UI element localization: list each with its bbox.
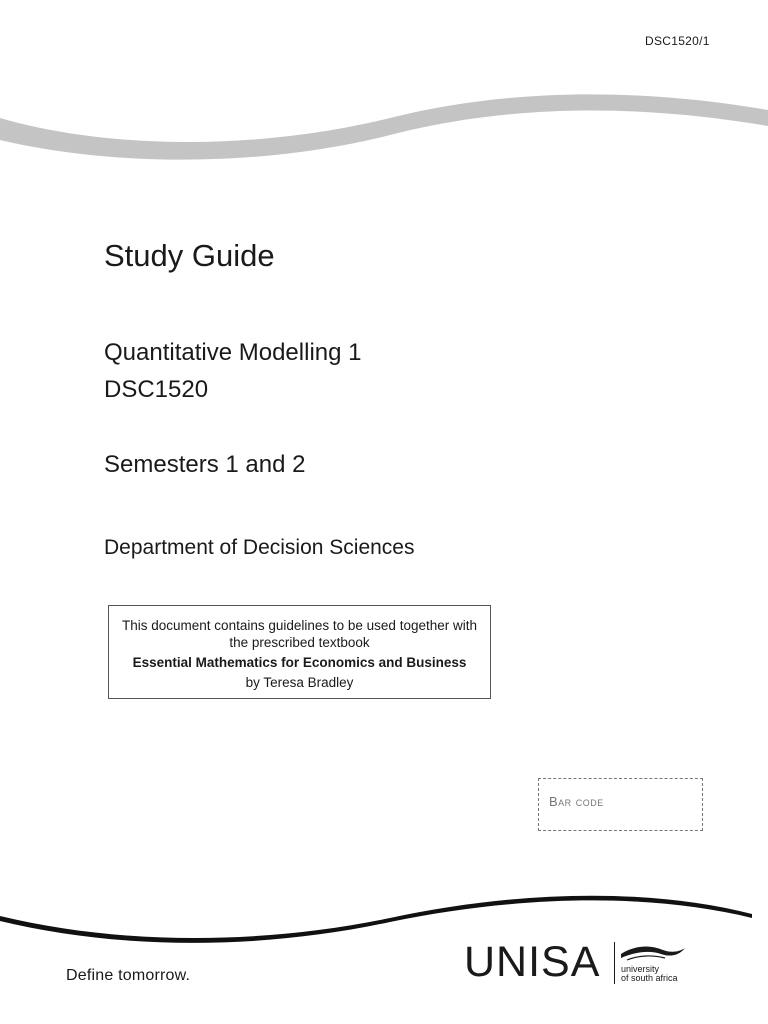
unisa-bird-icon (619, 942, 689, 964)
course-name: Quantitative Modelling 1 (104, 339, 362, 366)
page-title: Study Guide (104, 238, 275, 273)
unisa-logo-wordmark: UNISA (464, 938, 601, 986)
course-code: DSC1520 (104, 376, 209, 403)
textbook-title: Essential Mathematics for Economics and Business (132, 655, 467, 670)
logo-sub-line-1: university (621, 964, 660, 974)
document-code: DSC1520/1 (645, 34, 710, 48)
tagline: Define tomorrow. (66, 967, 191, 984)
semesters-label: Semesters 1 and 2 (104, 451, 306, 478)
unisa-logo-subtext (621, 965, 678, 983)
barcode-label: Bar code (549, 794, 604, 809)
department-name: Department of Decision Sciences (104, 536, 415, 559)
textbook-author: by Teresa Bradley (245, 675, 354, 690)
logo-sub-line-2: of south africa (621, 973, 678, 983)
logo-divider (614, 942, 615, 984)
note-line-1: This document contains guidelines to be used together with (122, 618, 477, 633)
note-line-2: the prescribed textbook (229, 635, 370, 650)
